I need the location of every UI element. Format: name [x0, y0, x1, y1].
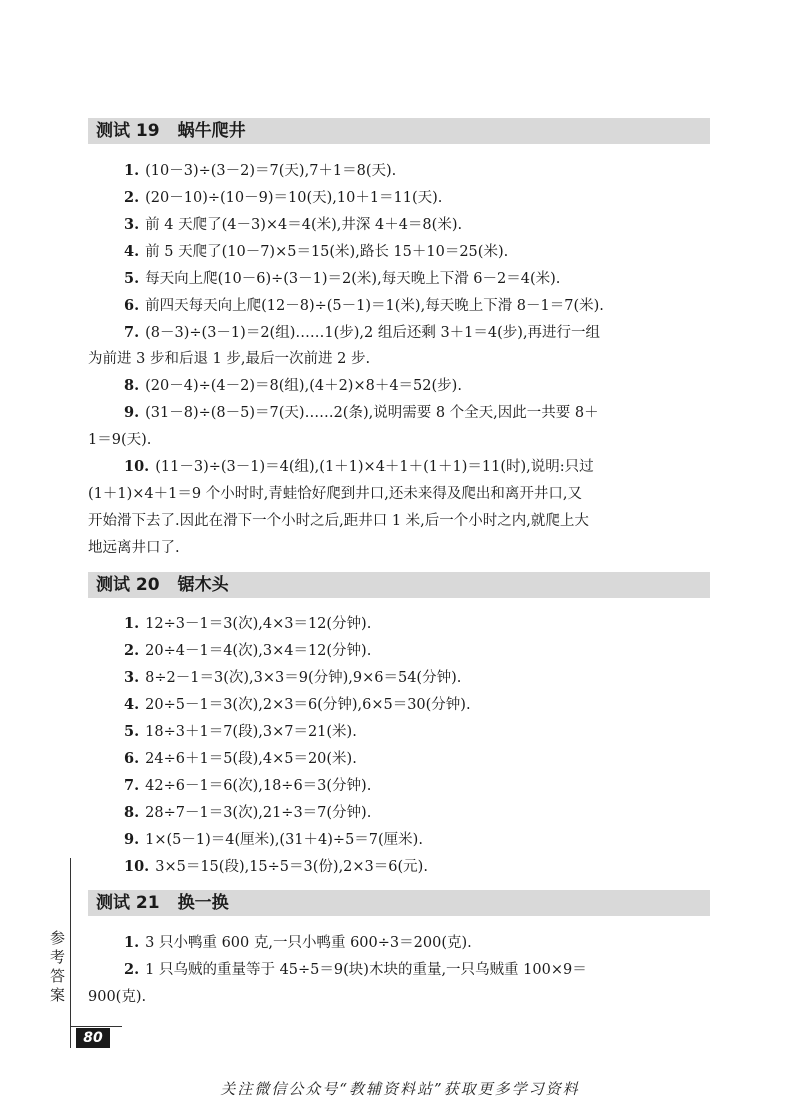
- section-header: [88, 572, 710, 598]
- section-number: 测试 19: [96, 121, 160, 141]
- section-title: 锯木头: [177, 575, 229, 595]
- side-label: 参考答案: [48, 930, 66, 1006]
- section-number: 测试 21: [96, 893, 160, 913]
- answer-continuation: 900(克).: [88, 989, 147, 1005]
- page-number: 80: [76, 1028, 110, 1048]
- answer-continuation: 1＝9(天).: [88, 432, 152, 448]
- answer-item: 7. (8－3)÷(3－1)＝2(组)……1(步),2 组后还剩 3＋1＝4(步),再进行一组: [124, 324, 601, 341]
- answer-item: 6. 前四天每天向上爬(12－8)÷(5－1)＝1(米),每天晚上下滑 8－1＝7(米).: [124, 297, 604, 314]
- answer-item: 8. (20－4)÷(4－2)＝8(组),(4＋2)×8＋4＝52(步).: [124, 377, 462, 394]
- answer-item: 9. 1×(5－1)＝4(厘米),(31＋4)÷5＝7(厘米).: [124, 831, 423, 848]
- answer-item: 3. 8÷2－1＝3(次),3×3＝9(分钟),9×6＝54(分钟).: [124, 669, 462, 686]
- answer-continuation: 地远离井口了.: [88, 540, 180, 556]
- answer-item: 1. 3 只小鸭重 600 克,一只小鸭重 600÷3＝200(克).: [124, 934, 472, 951]
- answer-continuation: (1＋1)×4＋1＝9 个小时时,青蛙恰好爬到井口,还未来得及爬出和离开井口,又: [88, 486, 583, 502]
- section-header: [88, 890, 710, 916]
- answer-item: 8. 28÷7－1＝3(次),21÷3＝7(分钟).: [124, 804, 372, 821]
- answer-item: 1. 12÷3－1＝3(次),4×3＝12(分钟).: [124, 615, 372, 632]
- answer-item: 2. 20÷4－1＝4(次),3×4＝12(分钟).: [124, 642, 372, 659]
- margin-rule-vertical: [70, 858, 71, 1048]
- answer-item: 4. 20÷5－1＝3(次),2×3＝6(分钟),6×5＝30(分钟).: [124, 696, 471, 713]
- answer-item: 2. 1 只乌贼的重量等于 45÷5＝9(块)木块的重量,一只乌贼重 100×9＝: [124, 961, 587, 978]
- answer-item: 3. 前 4 天爬了(4－3)×4＝4(米),井深 4＋4＝8(米).: [124, 216, 463, 233]
- answer-item: 6. 24÷6＋1＝5(段),4×5＝20(米).: [124, 750, 357, 767]
- margin-rule-horizontal: [70, 1026, 122, 1027]
- section-title: 换一换: [177, 893, 229, 913]
- answer-item: 4. 前 5 天爬了(10－7)×5＝15(米),路长 15＋10＝25(米).: [124, 243, 509, 260]
- answer-item: 5. 每天向上爬(10－6)÷(3－1)＝2(米),每天晚上下滑 6－2＝4(米).: [124, 270, 561, 287]
- answer-continuation: 开始滑下去了.因此在滑下一个小时之后,距井口 1 米,后一个小时之内,就爬上大: [88, 513, 589, 529]
- answer-continuation: 为前进 3 步和后退 1 步,最后一次前进 2 步.: [88, 351, 371, 367]
- answer-item: 10. 3×5＝15(段),15÷5＝3(份),2×3＝6(元).: [124, 858, 428, 875]
- answer-item: 5. 18÷3＋1＝7(段),3×7＝21(米).: [124, 723, 357, 740]
- answer-item: 7. 42÷6－1＝6(次),18÷6＝3(分钟).: [124, 777, 372, 794]
- answer-item: 10. (11－3)÷(3－1)＝4(组),(1＋1)×4＋1＋(1＋1)＝11(时),说明:只过: [124, 458, 594, 475]
- section-number: 测试 20: [96, 575, 160, 595]
- section-title: 蜗牛爬井: [177, 121, 246, 141]
- section-header: [88, 118, 710, 144]
- answer-item: 9. (31－8)÷(8－5)＝7(天)……2(条),说明需要 8 个全天,因此一共要 8＋: [124, 404, 599, 421]
- answer-item: 1. (10－3)÷(3－2)＝7(天),7＋1＝8(天).: [124, 162, 397, 179]
- answer-item: 2. (20－10)÷(10－9)＝10(天),10＋1＝11(天).: [124, 189, 443, 206]
- watermark-text: 关注微信公众号“教辅资料站”获取更多学习资料: [220, 1080, 580, 1098]
